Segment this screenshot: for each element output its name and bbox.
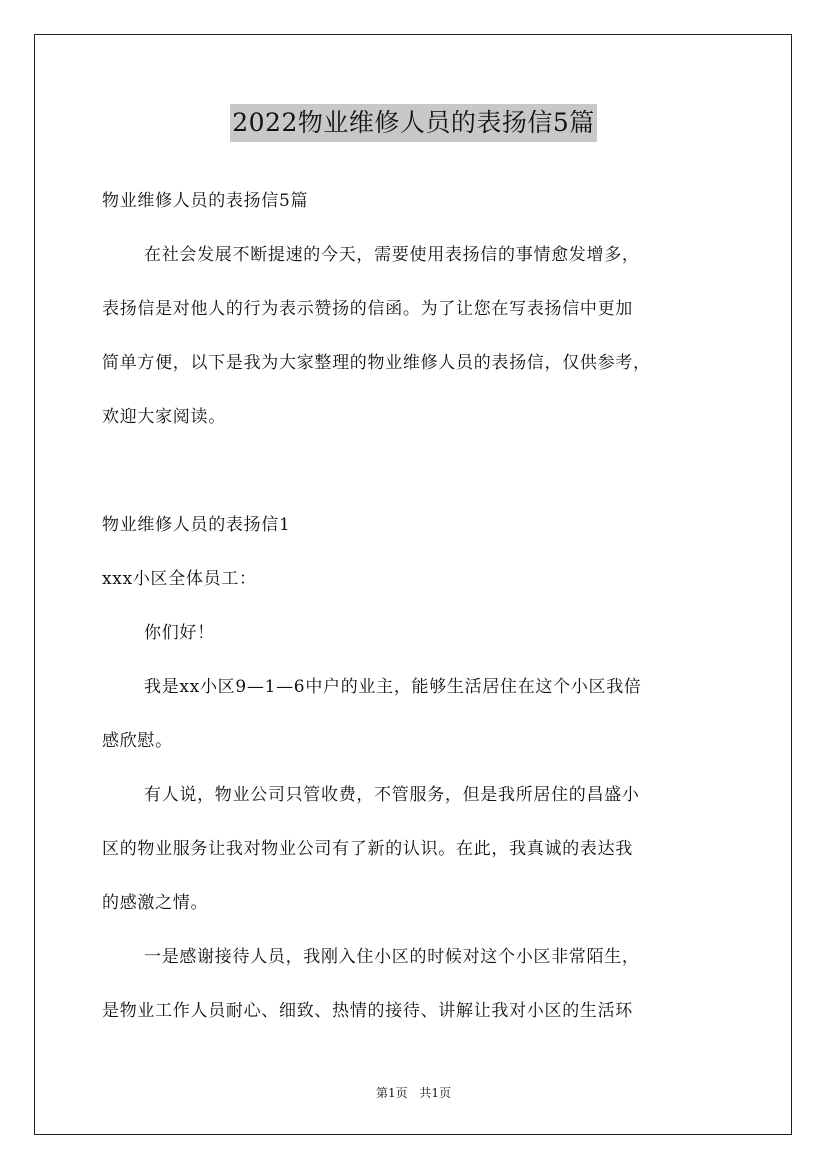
document-title: 2022物业维修人员的表扬信5篇 (230, 104, 597, 142)
section-heading: 物业维修人员的表扬信1 (102, 515, 291, 535)
paragraph-line: 是物业工作人员耐心、细致、热情的接待、讲解让我对小区的生活环 (102, 1001, 633, 1021)
document-title-container (0, 104, 827, 142)
intro-line: 在社会发展不断提速的今天，需要使用表扬信的事情愈发增多， (144, 245, 640, 265)
salutation: xxx小区全体员工： (102, 569, 257, 589)
paragraph-line: 感欣慰。 (102, 731, 173, 751)
paragraph-line: 有人说，物业公司只管收费，不管服务，但是我所居住的昌盛小 (144, 785, 640, 805)
document-body (102, 174, 742, 1038)
intro-line: 表扬信是对他人的行为表示赞扬的信函。为了让您在写表扬信中更加 (102, 299, 633, 319)
greeting: 你们好！ (144, 623, 215, 643)
paragraph-line: 区的物业服务让我对物业公司有了新的认识。在此，我真诚的表达我 (102, 839, 633, 859)
paragraph-line: 的感激之情。 (102, 893, 209, 913)
intro-line: 简单方便，以下是我为大家整理的物业维修人员的表扬信，仅供参考， (102, 353, 651, 373)
page-footer (0, 1084, 827, 1101)
intro-line: 欢迎大家阅读。 (102, 407, 226, 427)
paragraph-line: 一是感谢接待人员，我刚入住小区的时候对这个小区非常陌生， (144, 947, 640, 967)
page-total: 共1页 (419, 1086, 452, 1100)
page-number: 第1页 (375, 1086, 408, 1100)
paragraph-line: 我是xx小区9—1—6中户的业主，能够生活居住在这个小区我倍 (144, 677, 642, 697)
document-subtitle: 物业维修人员的表扬信5篇 (102, 191, 309, 211)
